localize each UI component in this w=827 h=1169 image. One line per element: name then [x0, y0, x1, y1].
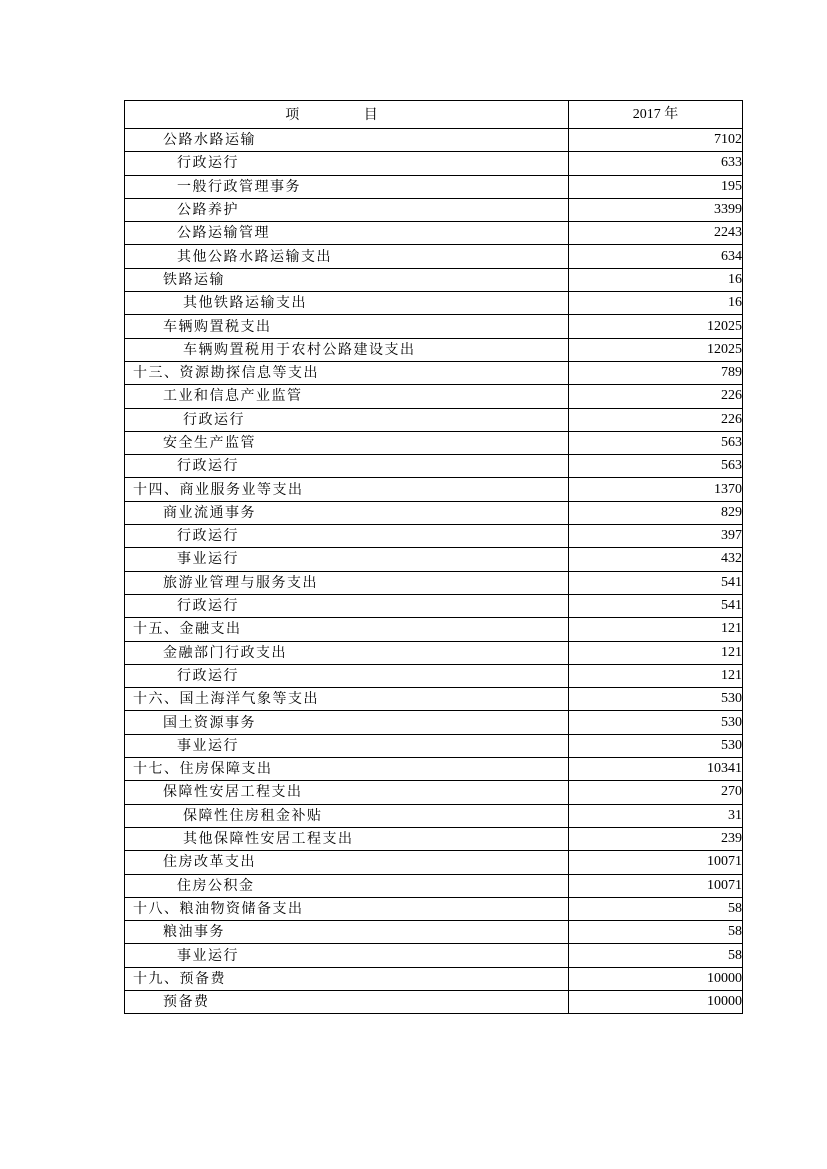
table-row [125, 874, 743, 897]
row-item-label: 国土资源事务 [125, 711, 569, 734]
row-item-label: 十九、预备费 [125, 967, 569, 990]
table-row [125, 385, 743, 408]
column-header-item: 项 目 [125, 101, 569, 129]
row-value: 634 [569, 245, 743, 268]
column-header-year: 2017 年 [569, 101, 743, 129]
row-value: 226 [569, 385, 743, 408]
table-row [125, 361, 743, 384]
table-row [125, 571, 743, 594]
table-row [125, 315, 743, 338]
row-item-label: 行政运行 [125, 525, 569, 548]
row-item-label: 铁路运输 [125, 268, 569, 291]
table-body [125, 129, 743, 1014]
row-item-label: 事业运行 [125, 548, 569, 571]
table-row [125, 921, 743, 944]
row-value: 10341 [569, 758, 743, 781]
row-item-label: 保障性住房租金补贴 [125, 804, 569, 827]
row-value: 530 [569, 711, 743, 734]
row-item-label: 车辆购置税用于农村公路建设支出 [125, 338, 569, 361]
table-row [125, 851, 743, 874]
table-header-row [125, 101, 743, 129]
row-value: 10071 [569, 851, 743, 874]
table-row [125, 525, 743, 548]
row-value: 58 [569, 897, 743, 920]
row-item-label: 行政运行 [125, 152, 569, 175]
row-value: 270 [569, 781, 743, 804]
table-row [125, 897, 743, 920]
row-item-label: 其他保障性安居工程支出 [125, 827, 569, 850]
row-item-label: 公路运输管理 [125, 222, 569, 245]
row-value: 195 [569, 175, 743, 198]
table-row [125, 827, 743, 850]
row-value: 563 [569, 431, 743, 454]
table-row [125, 222, 743, 245]
row-item-label: 旅游业管理与服务支出 [125, 571, 569, 594]
table-row [125, 618, 743, 641]
row-value: 789 [569, 361, 743, 384]
row-value: 633 [569, 152, 743, 175]
row-value: 541 [569, 571, 743, 594]
table-row [125, 292, 743, 315]
table-row [125, 548, 743, 571]
row-value: 12025 [569, 315, 743, 338]
budget-table [124, 100, 743, 1014]
table-row [125, 268, 743, 291]
row-item-label: 十七、住房保障支出 [125, 758, 569, 781]
table-row [125, 455, 743, 478]
table-row [125, 944, 743, 967]
table-row [125, 734, 743, 757]
row-value: 829 [569, 501, 743, 524]
row-value: 226 [569, 408, 743, 431]
row-item-label: 十六、国土海洋气象等支出 [125, 688, 569, 711]
row-value: 10000 [569, 990, 743, 1013]
row-value: 239 [569, 827, 743, 850]
row-item-label: 事业运行 [125, 944, 569, 967]
row-item-label: 行政运行 [125, 455, 569, 478]
row-item-label: 行政运行 [125, 594, 569, 617]
row-value: 10071 [569, 874, 743, 897]
table-row [125, 129, 743, 152]
table-row [125, 641, 743, 664]
row-item-label: 公路养护 [125, 198, 569, 221]
table-row [125, 804, 743, 827]
row-item-label: 金融部门行政支出 [125, 641, 569, 664]
table-row [125, 198, 743, 221]
table-row [125, 990, 743, 1013]
row-item-label: 十五、金融支出 [125, 618, 569, 641]
row-value: 563 [569, 455, 743, 478]
row-item-label: 其他铁路运输支出 [125, 292, 569, 315]
row-value: 1370 [569, 478, 743, 501]
row-value: 16 [569, 268, 743, 291]
row-item-label: 十三、资源勘探信息等支出 [125, 361, 569, 384]
table-row [125, 408, 743, 431]
row-value: 121 [569, 664, 743, 687]
table-row [125, 245, 743, 268]
row-value: 16 [569, 292, 743, 315]
table-row [125, 478, 743, 501]
row-item-label: 十四、商业服务业等支出 [125, 478, 569, 501]
row-item-label: 行政运行 [125, 664, 569, 687]
row-value: 58 [569, 944, 743, 967]
row-value: 3399 [569, 198, 743, 221]
row-item-label: 商业流通事务 [125, 501, 569, 524]
row-value: 10000 [569, 967, 743, 990]
table-row [125, 967, 743, 990]
row-value: 541 [569, 594, 743, 617]
table-row [125, 501, 743, 524]
table-row [125, 175, 743, 198]
table-row [125, 152, 743, 175]
table-row [125, 758, 743, 781]
row-value: 397 [569, 525, 743, 548]
row-value: 121 [569, 618, 743, 641]
table-row [125, 711, 743, 734]
row-value: 530 [569, 688, 743, 711]
table-row [125, 664, 743, 687]
row-item-label: 事业运行 [125, 734, 569, 757]
row-item-label: 粮油事务 [125, 921, 569, 944]
table-row [125, 431, 743, 454]
row-item-label: 行政运行 [125, 408, 569, 431]
row-item-label: 预备费 [125, 990, 569, 1013]
row-value: 58 [569, 921, 743, 944]
row-item-label: 安全生产监管 [125, 431, 569, 454]
row-value: 530 [569, 734, 743, 757]
row-item-label: 住房公积金 [125, 874, 569, 897]
row-item-label: 十八、粮油物资储备支出 [125, 897, 569, 920]
row-value: 12025 [569, 338, 743, 361]
row-item-label: 保障性安居工程支出 [125, 781, 569, 804]
table-row [125, 781, 743, 804]
table-row [125, 594, 743, 617]
row-value: 121 [569, 641, 743, 664]
table-row [125, 338, 743, 361]
row-item-label: 住房改革支出 [125, 851, 569, 874]
row-value: 31 [569, 804, 743, 827]
row-item-label: 工业和信息产业监管 [125, 385, 569, 408]
table-row [125, 688, 743, 711]
row-item-label: 公路水路运输 [125, 129, 569, 152]
row-item-label: 一般行政管理事务 [125, 175, 569, 198]
row-value: 7102 [569, 129, 743, 152]
row-item-label: 车辆购置税支出 [125, 315, 569, 338]
row-value: 2243 [569, 222, 743, 245]
row-item-label: 其他公路水路运输支出 [125, 245, 569, 268]
row-value: 432 [569, 548, 743, 571]
